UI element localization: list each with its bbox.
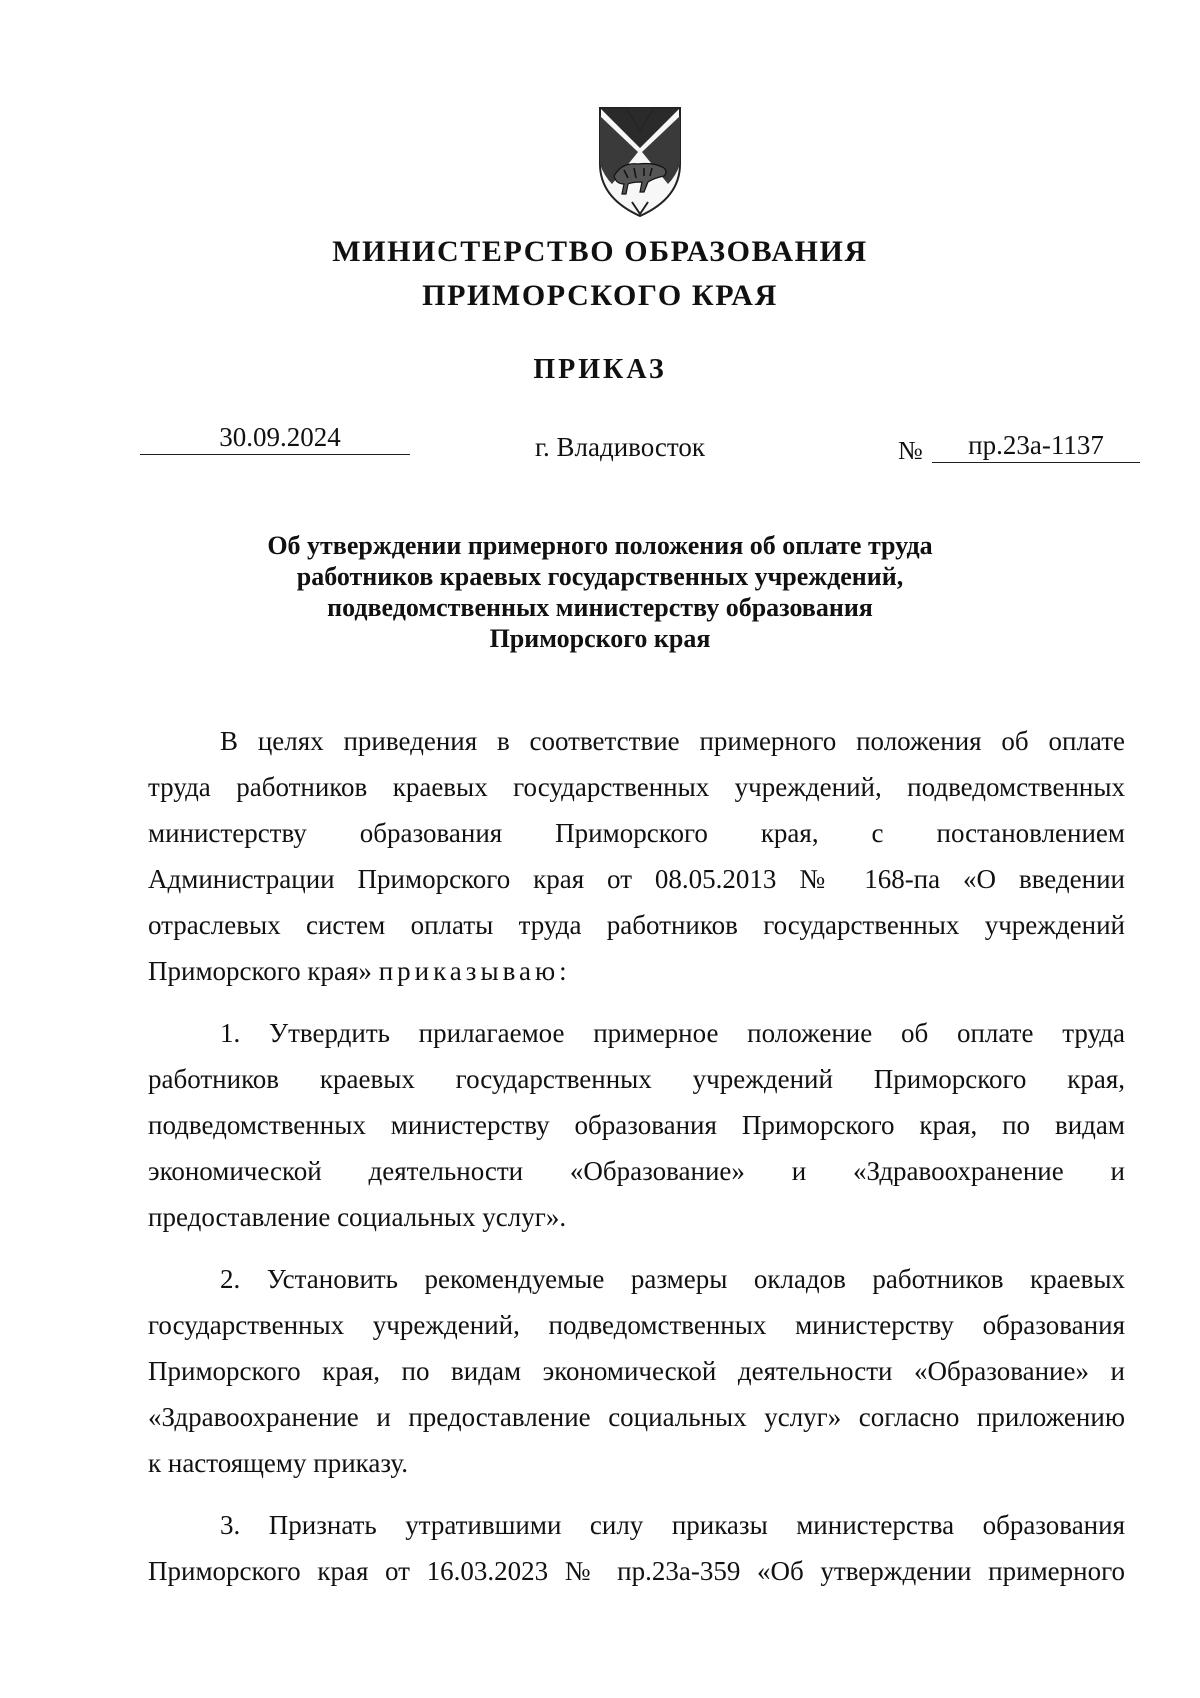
order-title xyxy=(250,530,950,654)
number-sign: № xyxy=(898,436,923,465)
preamble-line: В целях приведения в соответствие примерного положения об оплате xyxy=(220,726,1125,756)
item-3-line: 3. Признать утратившими силу приказы министерства образования xyxy=(220,1510,1125,1540)
item-2-line: «Здравоохранение и предоставление социальных услуг» согласно приложению xyxy=(148,1402,1125,1432)
order-title-line: подведомственных министерству образования xyxy=(327,593,873,622)
preamble-text: Приморского края» xyxy=(148,956,372,986)
ministry-name-line1: МИНИСТЕРСТВО ОБРАЗОВАНИЯ xyxy=(332,235,868,268)
order-title-line: Приморского края xyxy=(489,624,711,653)
item-1-line: подведомственных министерству образования Приморского края, по видам xyxy=(148,1110,1125,1140)
order-number: пр.23а-1137 xyxy=(932,428,1140,463)
order-title-line: Об утверждении примерного положения об оплате труда xyxy=(267,531,933,560)
ministry-name-line2: ПРИМОРСКОГО КРАЯ xyxy=(422,279,778,312)
item-2-line: 2. Установить рекомендуемые размеры окладов работников краевых xyxy=(220,1264,1125,1294)
item-1-line: 1. Утвердить прилагаемое примерное положение об оплате труда xyxy=(220,1018,1125,1048)
order-city: г. Владивосток xyxy=(535,432,705,462)
order-title-line: работников краевых государственных учреждений, xyxy=(296,562,904,591)
document-type-heading: ПРИКАЗ xyxy=(533,354,667,385)
order-body xyxy=(148,718,1125,1594)
preamble-line: министерству образования Приморского края, с постановлением xyxy=(148,818,1125,848)
order-date: 30.09.2024 xyxy=(140,420,410,455)
item-3-line: Приморского края от 16.03.2023 № пр.23а-359 «Об утверждении примерного xyxy=(148,1556,1125,1586)
preamble-last-line xyxy=(148,948,1125,994)
coat-of-arms-emblem xyxy=(598,106,682,218)
item-2-line: к настоящему приказу. xyxy=(148,1448,408,1478)
item-1-line: предоставление социальных услуг». xyxy=(148,1202,567,1232)
item-2-line: Приморского края, по видам экономической деятельности «Образование» и xyxy=(148,1356,1125,1386)
preamble-line: отраслевых систем оплаты труда работников государственных учреждений xyxy=(148,910,1125,940)
order-keyword: приказываю: xyxy=(378,956,571,986)
preamble-line: Администрации Приморского края от 08.05.2013 № 168-па «О введении xyxy=(148,864,1125,894)
item-1-line: экономической деятельности «Образование» и «Здравоохранение и xyxy=(148,1156,1125,1186)
item-1-line: работников краевых государственных учреждений Приморского края, xyxy=(148,1064,1125,1094)
preamble-line: труда работников краевых государственных учреждений, подведомственных xyxy=(148,772,1125,802)
item-2-line: государственных учреждений, подведомственных министерству образования xyxy=(148,1310,1125,1340)
